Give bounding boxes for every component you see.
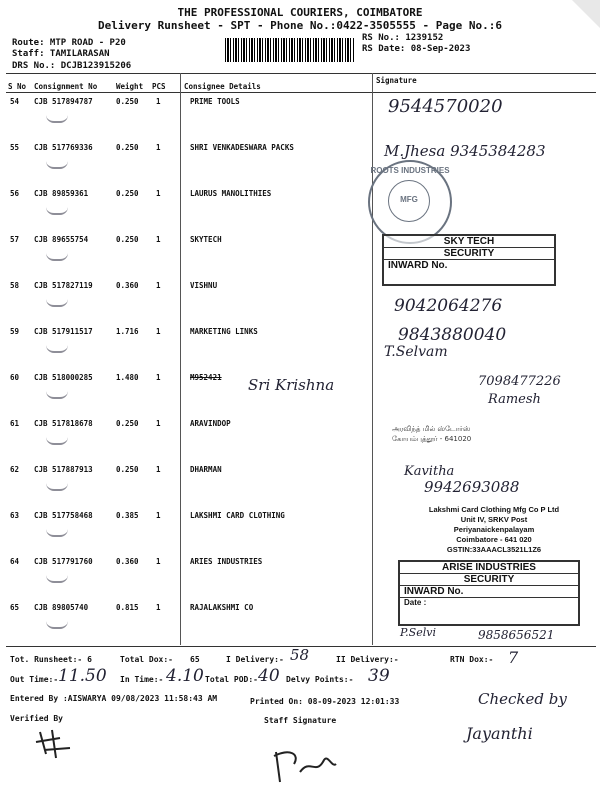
row-consignee: LAKSHMI CARD CLOTHING [190,511,285,520]
skytech-stamp-company: SKY TECH [384,236,554,248]
row54-handwritten-number: 9544570020 [388,96,503,117]
row-pcs: 1 [156,465,161,474]
row-tick-mark [46,437,68,445]
row62-handwritten-name: Kavitha [404,464,455,479]
row-consignee: SHRI VENKADESWARA PACKS [190,143,294,152]
row-tick-mark [46,115,68,123]
row60-handwritten-number: 7098477226 [478,374,561,389]
skytech-security-stamp [382,234,556,286]
aravind-stamp-line1: அரவிந்த் மில் ஸ்டோர்ஸ் [392,425,471,433]
row-consignee: SKYTECH [190,235,222,244]
aries-stamp-company: ARISE INDUSTRIES [400,562,578,574]
company-seal [368,160,452,244]
aries-stamp-security: SECURITY [400,574,578,586]
row-tick-mark [46,483,68,491]
out-time-label: Out Time:- [10,675,59,684]
row-pcs: 1 [156,189,161,198]
seal-text: ROOTS INDUSTRIES [370,166,450,175]
delvy-points-label: Delvy Points:- [286,675,354,684]
col-consignment: Consignment No [34,82,98,91]
row-consignee: DHARMAN [190,465,222,474]
row-consignment-no: CJB 89859361 [34,189,89,198]
staff-signature-scribble [270,742,340,788]
row-weight: 0.360 [116,281,139,290]
ii-delivery-label: II Delivery:- [336,655,399,664]
company-title: THE PROFESSIONAL COURIERS, COIMBATORE [177,6,423,19]
aries-security-stamp [398,560,580,626]
out-time-value: 11.50 [58,666,107,686]
in-time-label: In Time:- [120,675,164,684]
row-tick-mark [46,621,68,629]
row-pcs: 1 [156,281,161,290]
rtn-dox-label: RTN Dox:- [450,655,494,664]
row-sno: 58 [10,281,20,290]
row59-handwritten-number: 9843880040 [398,325,507,345]
row-pcs: 1 [156,557,161,566]
row-consignment-no: CJB 517791760 [34,557,93,566]
row-tick-mark [46,529,68,537]
row-weight: 0.250 [116,189,139,198]
row58-handwritten-number: 9042064276 [394,296,503,316]
lakshmi-stamp-line3: Periyanaickenpalayam [453,525,535,534]
row-consignment-no: CJB 89805740 [34,603,89,612]
row-pcs: 1 [156,419,161,428]
aravind-stamp-line2: கோயம்புத்தூர் - 641020 [392,435,472,443]
row-sno: 64 [10,557,20,566]
row-weight: 0.815 [116,603,139,612]
row-consignee: RAJALAKSHMI CO [190,603,254,612]
staff-label: Staff: TAMILARASAN [12,49,110,59]
row-sno: 61 [10,419,20,428]
row-weight: 1.480 [116,373,139,382]
row-sno: 54 [10,97,20,106]
col-sno: S No [8,82,27,91]
row-consignment-no: CJB 517887913 [34,465,93,474]
rs-date: RS Date: 08-Sep-2023 [362,44,471,54]
lakshmi-stamp-line1: Lakshmi Card Clothing Mfg Co P Ltd [428,505,560,514]
total-dox-value: 65 [190,655,200,664]
row-pcs: 1 [156,235,161,244]
row-pcs: 1 [156,373,161,382]
row-sno: 63 [10,511,20,520]
total-runsheet: Tot. Runsheet:- 6 [10,655,92,664]
total-pod-label: Total POD:- [205,675,258,684]
row65-handwritten-number: 9858656521 [478,628,555,642]
row-sno: 60 [10,373,20,382]
aries-stamp-date: Date : [404,598,427,607]
row-sno: 62 [10,465,20,474]
row-weight: 1.716 [116,327,139,336]
row-weight: 0.385 [116,511,139,520]
table-top-rule [6,73,596,74]
row-consignment-no: CJB 517911517 [34,327,93,336]
row-tick-mark [46,345,68,353]
runsheet-subtitle: Delivery Runsheet - SPT - Phone No.:0422-3505555 - Page No.:6 [98,19,502,32]
row-tick-mark [46,161,68,169]
row-consignment-no: CJB 517827119 [34,281,93,290]
i-delivery-label: I Delivery:- [226,655,284,664]
aravind-stamp [392,424,562,444]
col-weight: Weight [116,82,144,91]
row59-handwritten-name: T.Selvam [384,344,448,360]
verifier-signature-scribble [30,724,90,764]
row-pcs: 1 [156,603,161,612]
row-consignment-no: CJB 518000285 [34,373,93,382]
total-pod-value: 40 [258,666,280,686]
col-signature: Signature [376,76,417,85]
skytech-stamp-inward: INWARD No. [388,260,448,271]
row-sno: 55 [10,143,20,152]
row-consignee: VISHNU [190,281,218,290]
staff-signature-label: Staff Signature [264,716,337,725]
row-consignment-no: CJB 517818678 [34,419,93,428]
row-tick-mark [46,299,68,307]
verified-by-label: Verified By [10,714,63,723]
row-consignee: PRIME TOOLS [190,97,240,106]
delvy-points-value: 39 [368,666,390,686]
row-consignee: MARKETING LINKS [190,327,258,336]
row-pcs: 1 [156,97,161,106]
row65-handwritten-name: P.Selvi [400,626,436,639]
barcode [225,38,355,62]
in-time-value: 4.10 [166,666,204,686]
rs-number: RS No.: 1239152 [362,33,444,43]
row-weight: 0.250 [116,235,139,244]
i-delivery-value: 58 [290,646,310,664]
row-weight: 0.250 [116,465,139,474]
lakshmi-stamp-line5: GSTIN:33AAACL3521L1Z6 [446,545,542,554]
checked-by-note: Checked by [478,690,567,708]
row-consignment-no: CJB 517758468 [34,511,93,520]
row-consignment-no: CJB 517769336 [34,143,93,152]
row-tick-mark [46,207,68,215]
row-tick-mark [46,391,68,399]
drs-number: DRS No.: DCJB123915206 [12,61,132,71]
lakshmi-stamp-line4: Coimbatore - 641 020 [456,535,532,544]
row-sno: 59 [10,327,20,336]
row-pcs: 1 [156,327,161,336]
col-consignee: Consignee Details [184,82,261,91]
row-pcs: 1 [156,143,161,152]
row-consignee: ARIES INDUSTRIES [190,557,263,566]
seal-inner-ring [388,180,430,222]
rtn-dox-value: 7 [508,648,519,667]
row-weight: 0.250 [116,143,139,152]
row-weight: 0.250 [116,419,139,428]
aries-stamp-inward: INWARD No. [400,586,578,598]
route-label: Route: MTP ROAD - P20 [12,38,126,48]
row60-handwritten-name: Sri Krishna [248,376,335,394]
row-consignment-no: CJB 89655754 [34,235,89,244]
row-consignee: M952421 [190,373,222,382]
entered-by: Entered By :AISWARYA 09/08/2023 11:58:43 AM [10,694,218,703]
row-sno: 56 [10,189,20,198]
row-weight: 0.360 [116,557,139,566]
printed-on: Printed On: 08-09-2023 12:01:33 [250,697,400,706]
row-pcs: 1 [156,511,161,520]
col-pcs: PCS [152,82,166,91]
row-weight: 0.250 [116,97,139,106]
row-sno: 57 [10,235,20,244]
row60-handwritten-extra: Ramesh [488,392,541,407]
row-consignee: ARAVINDOP [190,419,231,428]
lakshmi-stamp-line2: Unit IV, SRKV Post [460,515,528,524]
row55-handwritten-signature: M.Jhesa 9345384283 [384,142,546,160]
row62-handwritten-number: 9942693088 [424,478,520,496]
row-tick-mark [46,253,68,261]
row-tick-mark [46,575,68,583]
total-dox-label: Total Dox:- [120,655,173,664]
row-sno: 65 [10,603,20,612]
row-consignment-no: CJB 517894787 [34,97,93,106]
skytech-stamp-security: SECURITY [384,248,554,260]
lakshmi-company-stamp [408,505,580,555]
row-consignee: LAURUS MANOLITHIES [190,189,272,198]
checker-signature: Jayanthi [466,724,533,743]
seal-center-text: MFG [400,195,418,204]
